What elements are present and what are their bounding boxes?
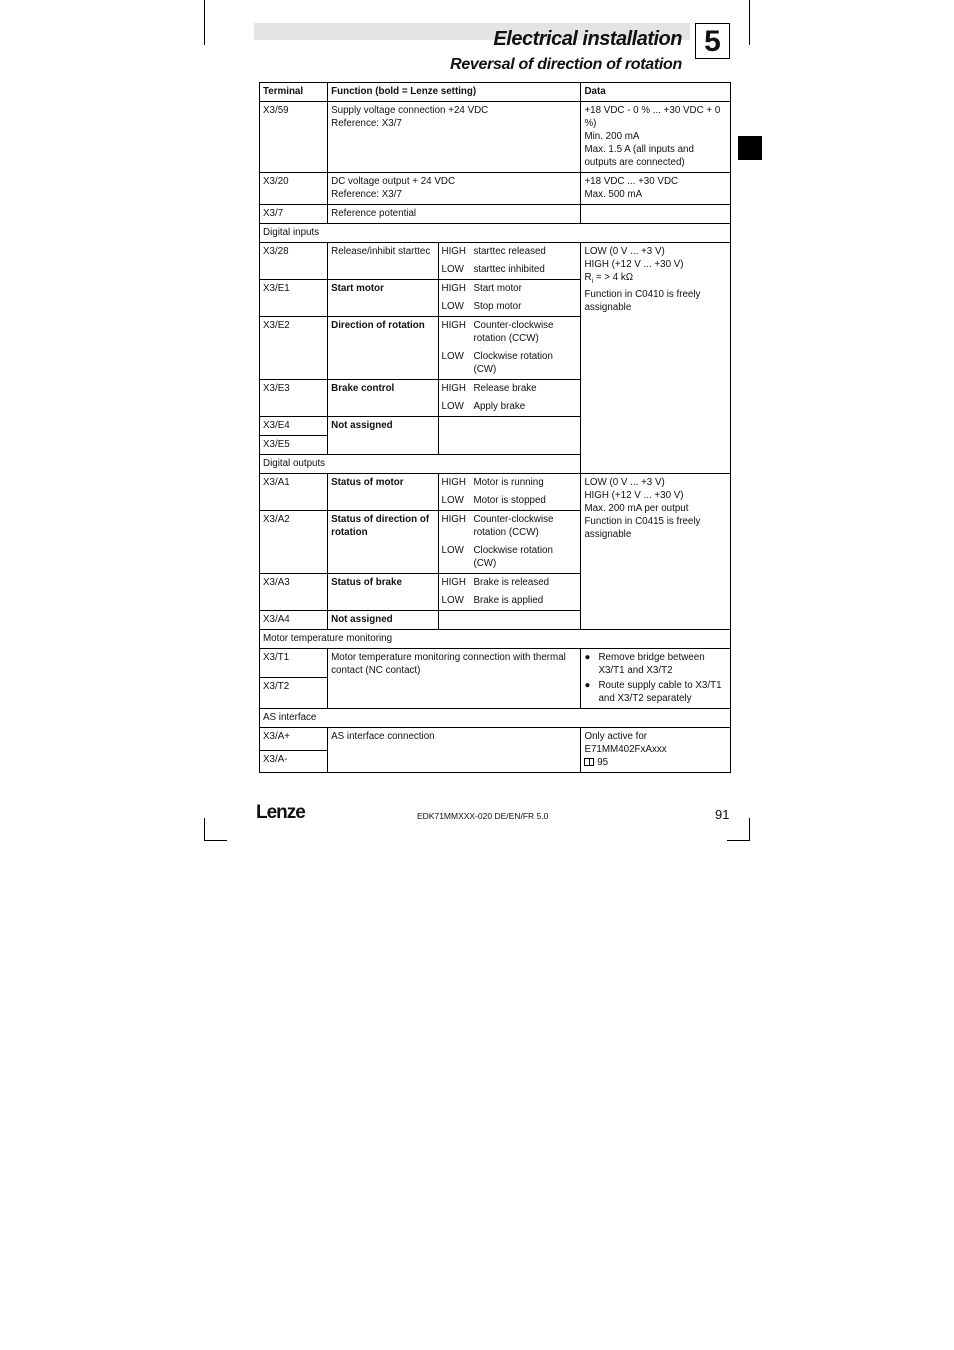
page-subtitle: Reversal of direction of rotation: [450, 56, 682, 73]
level-desc: starttec released: [470, 243, 581, 262]
table-row: [260, 102, 731, 173]
data-line: Function in C0410 is freely assignable: [584, 288, 701, 313]
crop-mark-top-left: [204, 0, 205, 45]
function-cell: Not assigned: [328, 611, 438, 630]
crop-mark-bottom-left-h: [204, 840, 227, 841]
level-high: HIGH: [438, 380, 470, 399]
level-low: LOW: [438, 348, 470, 380]
function-cell: Not assigned: [328, 417, 438, 455]
level-high: HIGH: [438, 474, 470, 493]
section-label: Digital outputs: [260, 455, 731, 474]
terminal-cell: X3/20: [260, 173, 328, 205]
function-cell: [328, 102, 581, 173]
data-cell: [581, 243, 731, 474]
data-cell: [581, 102, 731, 173]
page-number: 91: [715, 807, 730, 822]
data-line: +18 VDC - 0 % ... +30 VDC + 0 %): [584, 105, 721, 129]
bullet-item: [584, 651, 727, 677]
resistance-value: = > 4 kΩ: [593, 272, 634, 283]
bullet-text: Remove bridge between X3/T1 and X3/T2: [598, 652, 705, 676]
terminal-cell: X3/A2: [260, 511, 328, 574]
terminal-cell: X3/7: [260, 205, 328, 224]
level-cell-empty: [438, 611, 581, 630]
terminal-cell: X3/28: [260, 243, 328, 280]
data-cell: [581, 474, 731, 630]
section-row: [260, 455, 731, 474]
terminal-cell: X3/A1: [260, 474, 328, 511]
function-cell: Start motor: [328, 280, 438, 317]
table-row: [260, 474, 731, 493]
level-high: HIGH: [438, 280, 470, 299]
data-line: Only active for E71MM402FxAxxx: [584, 731, 667, 755]
level-desc: Counter-clockwise rotation (CCW): [470, 511, 581, 543]
level-desc: Brake is released: [470, 574, 581, 593]
data-line: +18 VDC ... +30 VDC: [584, 176, 679, 187]
function-cell: Direction of rotation: [328, 317, 438, 380]
function-line: Supply voltage connection +24 VDC: [331, 105, 489, 116]
data-line: Function in C0415 is freely assignable: [584, 516, 701, 540]
level-low: LOW: [438, 398, 470, 417]
resistance-subscript: i: [591, 277, 594, 285]
level-cell-empty: [438, 417, 581, 455]
level-low: LOW: [438, 542, 470, 574]
data-cell: [581, 649, 731, 709]
bullet-icon: ●: [584, 680, 591, 691]
crop-mark-bottom-left-v: [204, 818, 205, 841]
function-cell: Status of direction of rotation: [328, 511, 438, 574]
data-line: Min. 200 mA: [584, 131, 640, 142]
function-cell: [328, 173, 581, 205]
terminal-cell: X3/A3: [260, 574, 328, 611]
terminal-cell: X3/E5: [260, 436, 328, 455]
function-cell: Release/inhibit starttec: [328, 243, 438, 280]
terminal-cell: X3/E3: [260, 380, 328, 417]
bullet-item: [584, 679, 727, 705]
section-row: [260, 224, 731, 243]
crop-mark-top-right: [749, 0, 750, 45]
data-line: HIGH (+12 V ... +30 V): [584, 259, 684, 270]
section-label: Motor temperature monitoring: [260, 630, 731, 649]
function-cell: Status of motor: [328, 474, 438, 511]
level-desc: starttec inhibited: [470, 261, 581, 280]
level-high: HIGH: [438, 317, 470, 349]
level-desc: Start motor: [470, 280, 581, 299]
section-label: AS interface: [260, 709, 731, 728]
resistance-symbol: R: [584, 272, 592, 283]
book-icon: [584, 758, 594, 766]
page-title: Electrical installation: [493, 28, 682, 50]
level-desc: Apply brake: [470, 398, 581, 417]
table-row: [260, 173, 731, 205]
level-desc: Clockwise rotation (CW): [470, 542, 581, 574]
level-low: LOW: [438, 261, 470, 280]
table-header-row: [260, 83, 731, 102]
level-desc: Stop motor: [470, 298, 581, 317]
page-ref-number: 95: [597, 757, 609, 768]
table-row: [260, 649, 731, 678]
data-cell: [581, 205, 731, 224]
data-line: HIGH (+12 V ... +30 V): [584, 490, 684, 501]
function-cell: Reference potential: [328, 205, 581, 224]
section-row: [260, 709, 731, 728]
data-cell: [581, 173, 731, 205]
section-label: Digital inputs: [260, 224, 731, 243]
crop-mark-bottom-right-v: [749, 818, 750, 841]
data-cell: [581, 728, 731, 773]
terminal-cell: X3/E4: [260, 417, 328, 436]
terminal-cell: X3/A-: [260, 750, 328, 773]
level-desc: Brake is applied: [470, 592, 581, 611]
level-desc: Motor is running: [470, 474, 581, 493]
function-cell: Brake control: [328, 380, 438, 417]
terminal-cell: X3/E2: [260, 317, 328, 380]
table-row: [260, 728, 731, 751]
crop-mark-bottom-right-h: [727, 840, 750, 841]
terminal-cell: X3/E1: [260, 280, 328, 317]
function-line: Reference: X3/7: [331, 189, 402, 200]
thumb-index-tab: [738, 136, 762, 160]
level-low: LOW: [438, 592, 470, 611]
level-desc: Clockwise rotation (CW): [470, 348, 581, 380]
table-row: [260, 205, 731, 224]
level-desc: Motor is stopped: [470, 492, 581, 511]
lenze-logo: Lenze: [256, 802, 305, 823]
level-desc: Release brake: [470, 380, 581, 399]
data-line: Max. 1.5 A (all inputs and outputs are connected): [584, 144, 694, 168]
data-line: [584, 271, 727, 288]
level-desc: Counter-clockwise rotation (CCW): [470, 317, 581, 349]
function-line: DC voltage output + 24 VDC: [331, 176, 456, 187]
terminal-cell: X3/59: [260, 102, 328, 173]
function-cell: Status of brake: [328, 574, 438, 611]
data-line: LOW (0 V ... +3 V): [584, 477, 665, 488]
function-line: Reference: X3/7: [331, 118, 402, 129]
chapter-number: 5: [695, 23, 730, 59]
page-reference: [584, 756, 727, 769]
terminal-cell: X3/A4: [260, 611, 328, 630]
level-high: HIGH: [438, 511, 470, 543]
data-line: LOW (0 V ... +3 V): [584, 246, 665, 257]
table-row: [260, 243, 731, 262]
header-data: Data: [581, 83, 731, 102]
bullet-text: Route supply cable to X3/T1 and X3/T2 separately: [598, 680, 722, 704]
data-line: Max. 200 mA per output: [584, 503, 689, 514]
data-line: Max. 500 mA: [584, 189, 643, 200]
document-id: EDK71MMXXX-020 DE/EN/FR 5.0: [417, 811, 549, 821]
terminal-cell: X3/T1: [260, 649, 328, 678]
header-terminal: Terminal: [260, 83, 328, 102]
level-low: LOW: [438, 492, 470, 511]
terminal-table: [259, 82, 731, 773]
function-cell: AS interface connection: [328, 728, 581, 773]
section-row: [260, 630, 731, 649]
level-high: HIGH: [438, 243, 470, 262]
level-low: LOW: [438, 298, 470, 317]
function-cell: Motor temperature monitoring connection with thermal contact (NC contact): [328, 649, 581, 709]
terminal-cell: X3/T2: [260, 678, 328, 709]
header-function: Function (bold = Lenze setting): [328, 83, 581, 102]
bullet-icon: ●: [584, 652, 591, 663]
level-high: HIGH: [438, 574, 470, 593]
terminal-cell: X3/A+: [260, 728, 328, 751]
